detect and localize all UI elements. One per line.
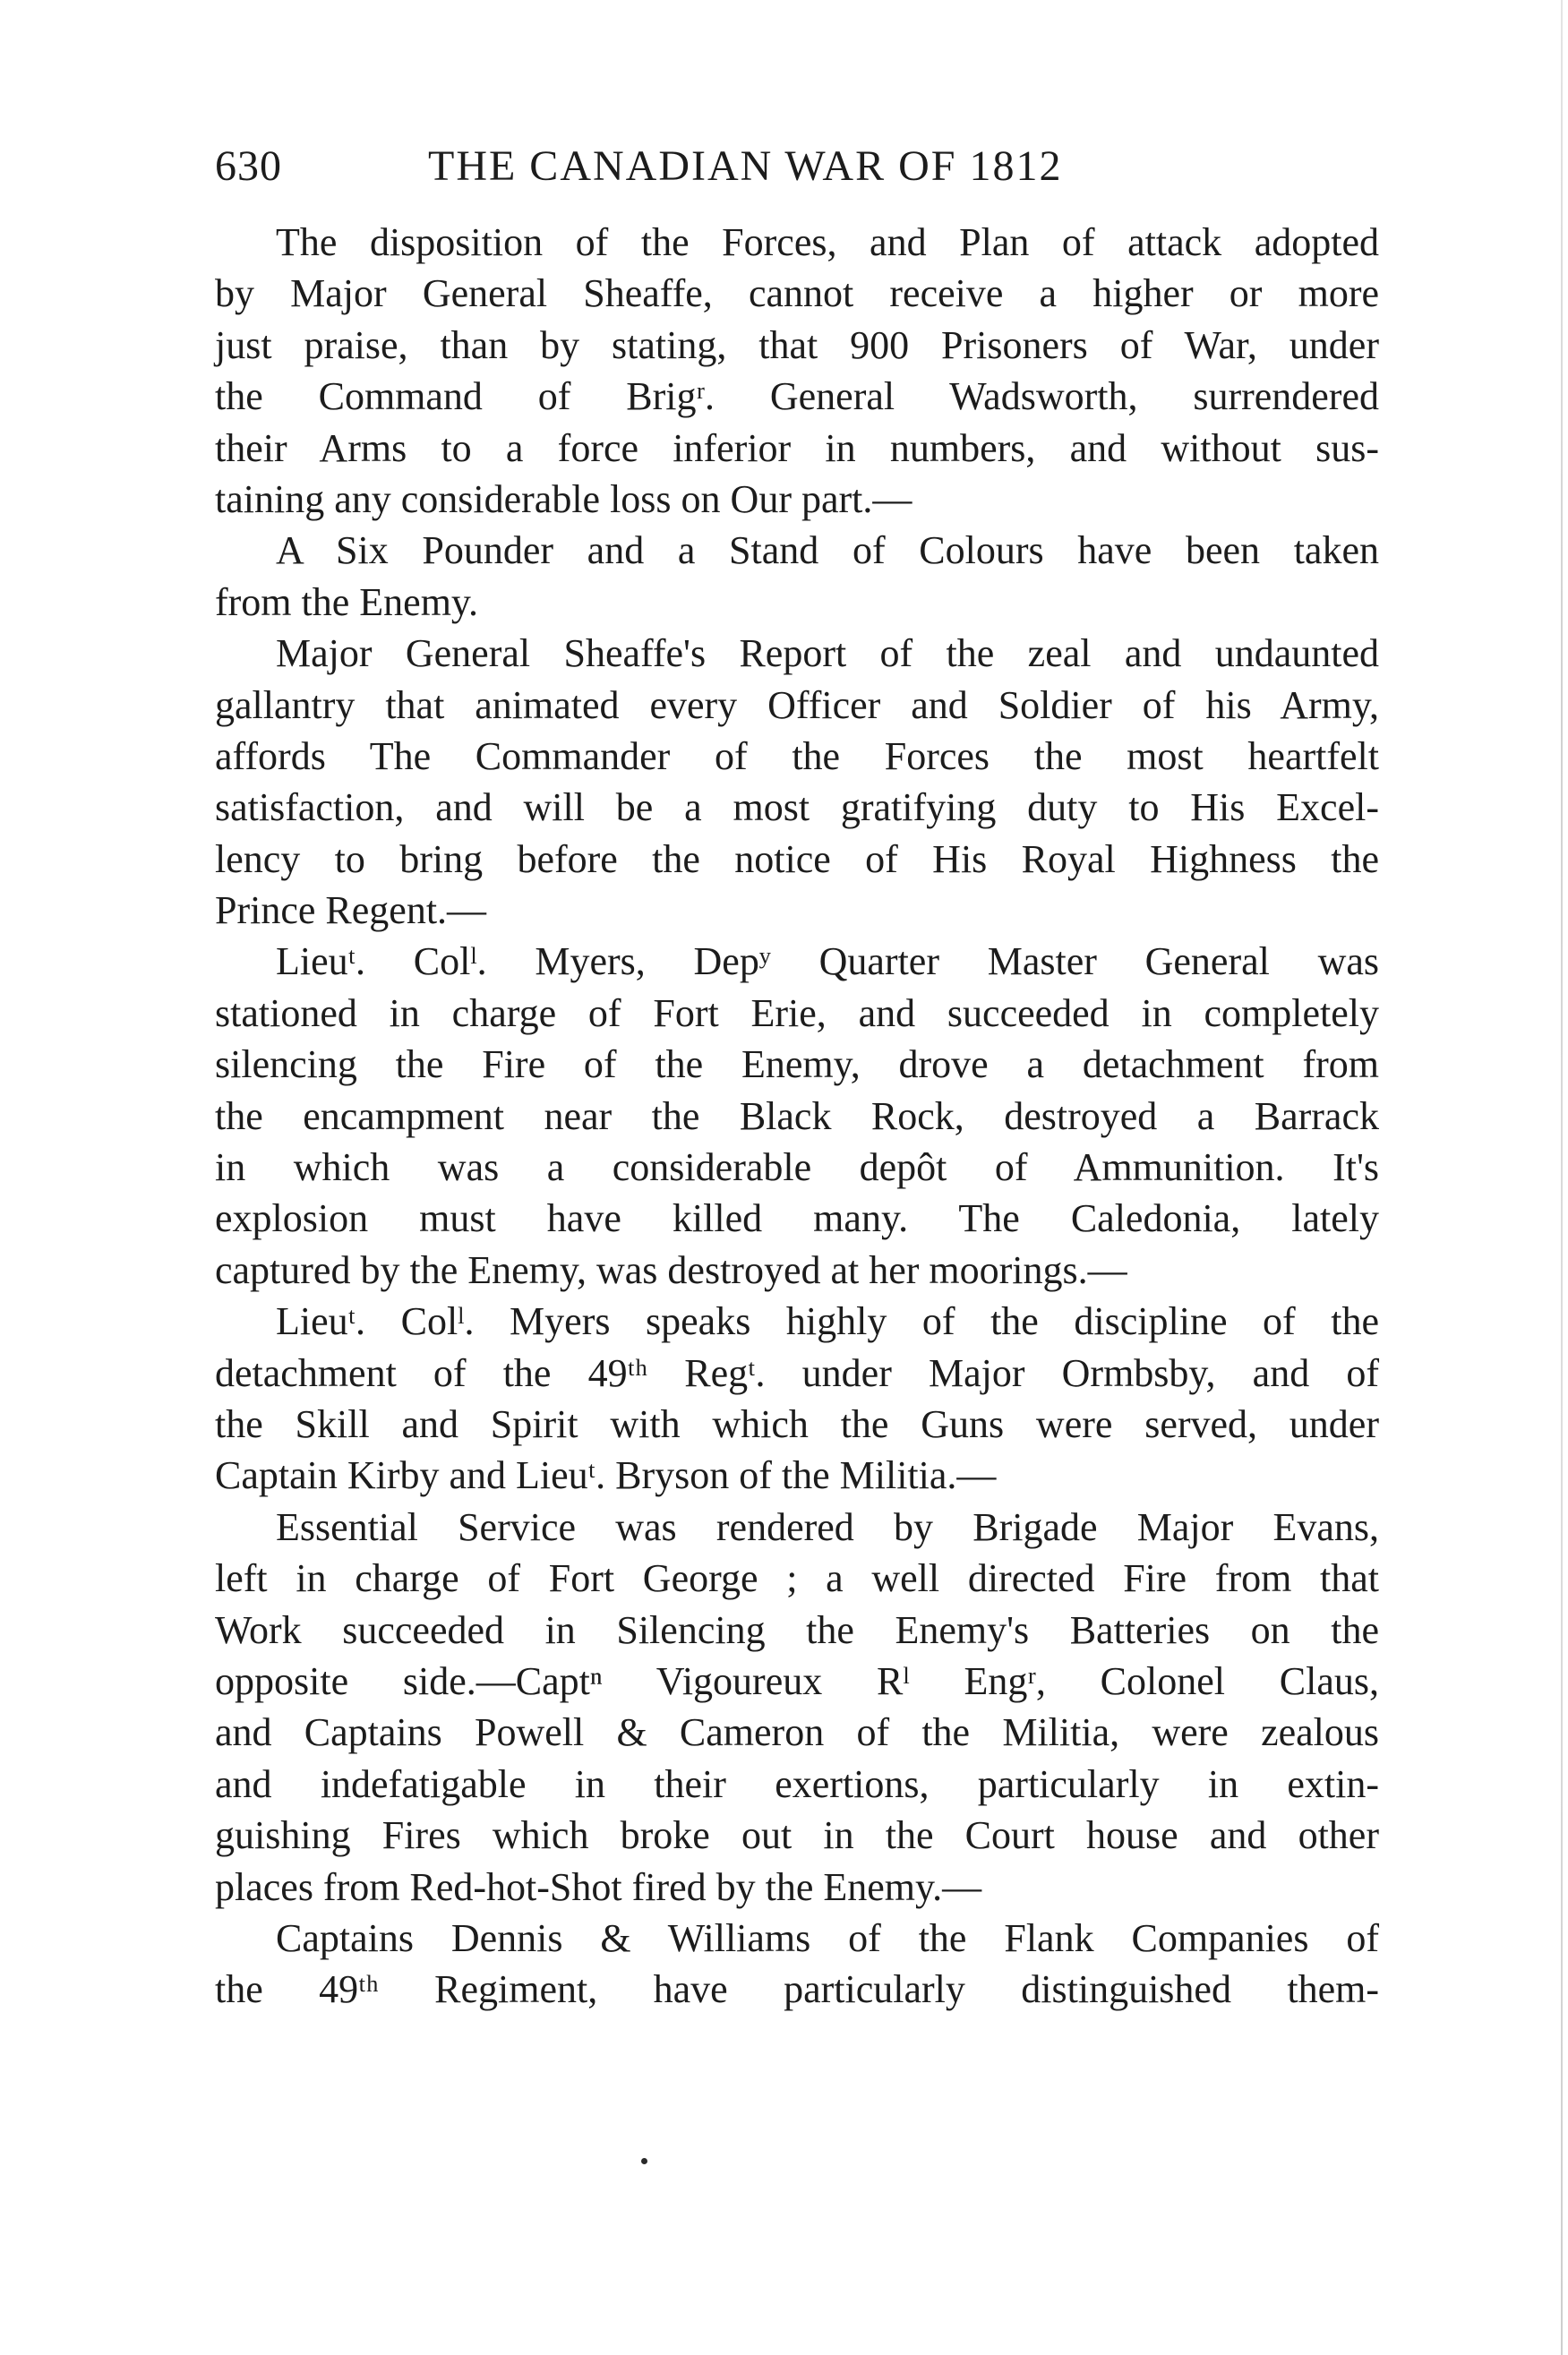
text-line: Major General Sheaffe's Report of the zeal and undaunted — [276, 631, 1379, 676]
body-text — [215, 217, 1379, 2016]
text-line: the encampment near the Black Rock, destroyed a Barrack — [215, 1093, 1379, 1138]
text-line: A Six Pounder and a Stand of Colours have been taken — [276, 528, 1379, 573]
paragraph — [215, 936, 1379, 1296]
text-line: just praise, than by stating, that 900 Prisoners of War, under — [215, 322, 1379, 367]
text-line: in which was a considerable depôt of Ammunition. It's — [215, 1145, 1379, 1190]
text-line: the Command of Brigʳ. General Wadsworth, surrendered — [215, 374, 1379, 419]
text-line: Lieuᵗ. Colˡ. Myers, Depʸ Quarter Master General was — [276, 939, 1379, 984]
paragraph — [215, 525, 1379, 628]
page-edge-shadow — [1561, 0, 1563, 2355]
page-number: 630 — [215, 142, 282, 190]
text-line: the 49ᵗʰ Regiment, have particularly distinguished them- — [215, 1967, 1379, 2012]
text-line: Captains Dennis & Williams of the Flank Companies of — [276, 1915, 1379, 1960]
text-line: stationed in charge of Fort Erie, and succeeded in completely — [215, 990, 1379, 1035]
text-line: affords The Commander of the Forces the most heartfelt — [215, 733, 1379, 778]
text-line: Lieuᵗ. Colˡ. Myers speaks highly of the discipline of the — [276, 1299, 1379, 1344]
printer-mark — [641, 2158, 647, 2164]
text-line: and Captains Powell & Cameron of the Militia, were zealous — [215, 1710, 1379, 1755]
text-line: explosion must have killed many. The Caledonia, lately — [215, 1196, 1379, 1241]
text-line: Prince Regent.— — [215, 888, 487, 933]
text-line: the Skill and Spirit with which the Guns were served, under — [215, 1401, 1379, 1446]
paragraph — [215, 1502, 1379, 1913]
text-line: satisfaction, and will be a most gratifying duty to His Excel- — [215, 785, 1379, 830]
text-line: taining any considerable loss on Our part.— — [215, 476, 913, 521]
text-line: places from Red-hot-Shot fired by the Enemy.— — [215, 1864, 982, 1909]
text-line: Work succeeded in Silencing the Enemy's Batteries on the — [215, 1607, 1379, 1652]
paragraph — [215, 217, 1379, 525]
text-line: by Major General Sheaffe, cannot receive a higher or more — [215, 271, 1379, 316]
text-line: and indefatigable in their exertions, particularly in extin- — [215, 1761, 1379, 1806]
text-line: The disposition of the Forces, and Plan of attack adopted — [276, 220, 1379, 264]
paragraph — [215, 1913, 1379, 2016]
text-line: from the Enemy. — [215, 579, 479, 624]
running-title: THE CANADIAN WAR OF 1812 — [428, 142, 1063, 190]
text-line: their Arms to a force inferior in numbers, and without sus- — [215, 425, 1379, 470]
text-line: lency to bring before the notice of His Royal Highness the — [215, 836, 1379, 881]
text-line: Essential Service was rendered by Brigade Major Evans, — [276, 1504, 1379, 1549]
text-line: captured by the Enemy, was destroyed at her moorings.— — [215, 1247, 1127, 1292]
text-line: detachment of the 49ᵗʰ Regᵗ. under Major Ormbsby, and of — [215, 1350, 1379, 1395]
text-line: guishing Fires which broke out in the Court house and other — [215, 1813, 1379, 1858]
text-line: Captain Kirby and Lieuᵗ. Bryson of the Militia.— — [215, 1453, 997, 1498]
text-line: gallantry that animated every Officer and Soldier of his Army, — [215, 682, 1379, 727]
text-line: left in charge of Fort George ; a well directed Fire from that — [215, 1556, 1379, 1601]
text-line: opposite side.—Captⁿ Vigoureux Rˡ Engʳ, Colonel Claus, — [215, 1658, 1379, 1703]
page-header — [215, 141, 1379, 195]
paragraph — [215, 628, 1379, 936]
paragraph — [215, 1296, 1379, 1502]
text-line: silencing the Fire of the Enemy, drove a detachment from — [215, 1042, 1379, 1087]
